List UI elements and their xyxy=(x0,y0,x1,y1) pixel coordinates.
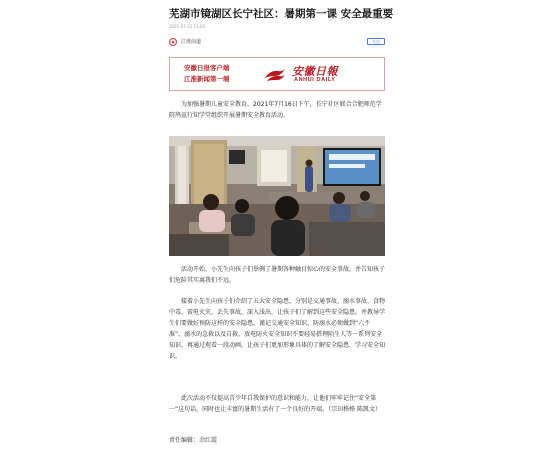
article-title: 芜湖市镜湖区长宁社区：暑期第一课 安全最重要 xyxy=(169,8,394,20)
masthead-chinese: 安徽日報 xyxy=(292,65,338,78)
banner-slogan xyxy=(184,63,230,85)
classroom-photo xyxy=(169,136,385,256)
follow-button[interactable]: 关注 xyxy=(367,38,385,45)
banner-line-2: 江淮新闻第一端 xyxy=(184,75,230,83)
responsible-editor: 责任编辑：余红霞 xyxy=(169,437,218,444)
publish-date: 2021-07-22 11:03 xyxy=(169,24,206,29)
masthead-english: ANHUI DAILY xyxy=(294,77,336,83)
anhui-daily-logo-icon xyxy=(264,66,286,84)
source-logo-icon: ● xyxy=(169,38,177,46)
paragraph-opening: 活动开始，小先生向孩子们举例了暑期各种触目惊心的安全事故，并告知孩子们危险其实离我们不远。 xyxy=(169,266,386,284)
paragraph-intro: 为加强暑期儿童安全教育，2021年7月16日下午，长宁社区联合合肥师范学院鸠兹行知学堂组织开展暑期安全教育活动。 xyxy=(169,101,382,119)
source-row xyxy=(169,36,385,48)
anhui-daily-banner[interactable] xyxy=(169,57,385,91)
banner-line-1: 安徽日报客户端 xyxy=(184,64,230,72)
paragraph-hazards: 接着小先生向孩子们介绍了五大安全隐患，分别是交通事故、溺水事故、食物中毒、雷电火灾、丢失事故，深入浅出，让孩子们了解到这些安全隐患。并教导学生们要做好预防这样的安全隐患，谨记交通安全知识、防溺水必须做到“六不准”、溺水的急救以及自救、放电防火安全知识不要轻易搭理陌生人等一系列安全知识。再通过观看一段动画，让孩子们更加形象具体的了解安全隐患，学习安全知识。 xyxy=(169,298,386,360)
source-name[interactable]: 江淮前道 xyxy=(181,39,202,45)
paragraph-conclusion: 此次活动不仅提高青少年自我保护的意识和能力，让他们牢牢记住“安全第一”这句话，同时也让丰富的暑期生活有了一个良好的开端。（宗田格格 陈凯文） xyxy=(169,395,382,413)
banner-masthead xyxy=(264,63,374,87)
